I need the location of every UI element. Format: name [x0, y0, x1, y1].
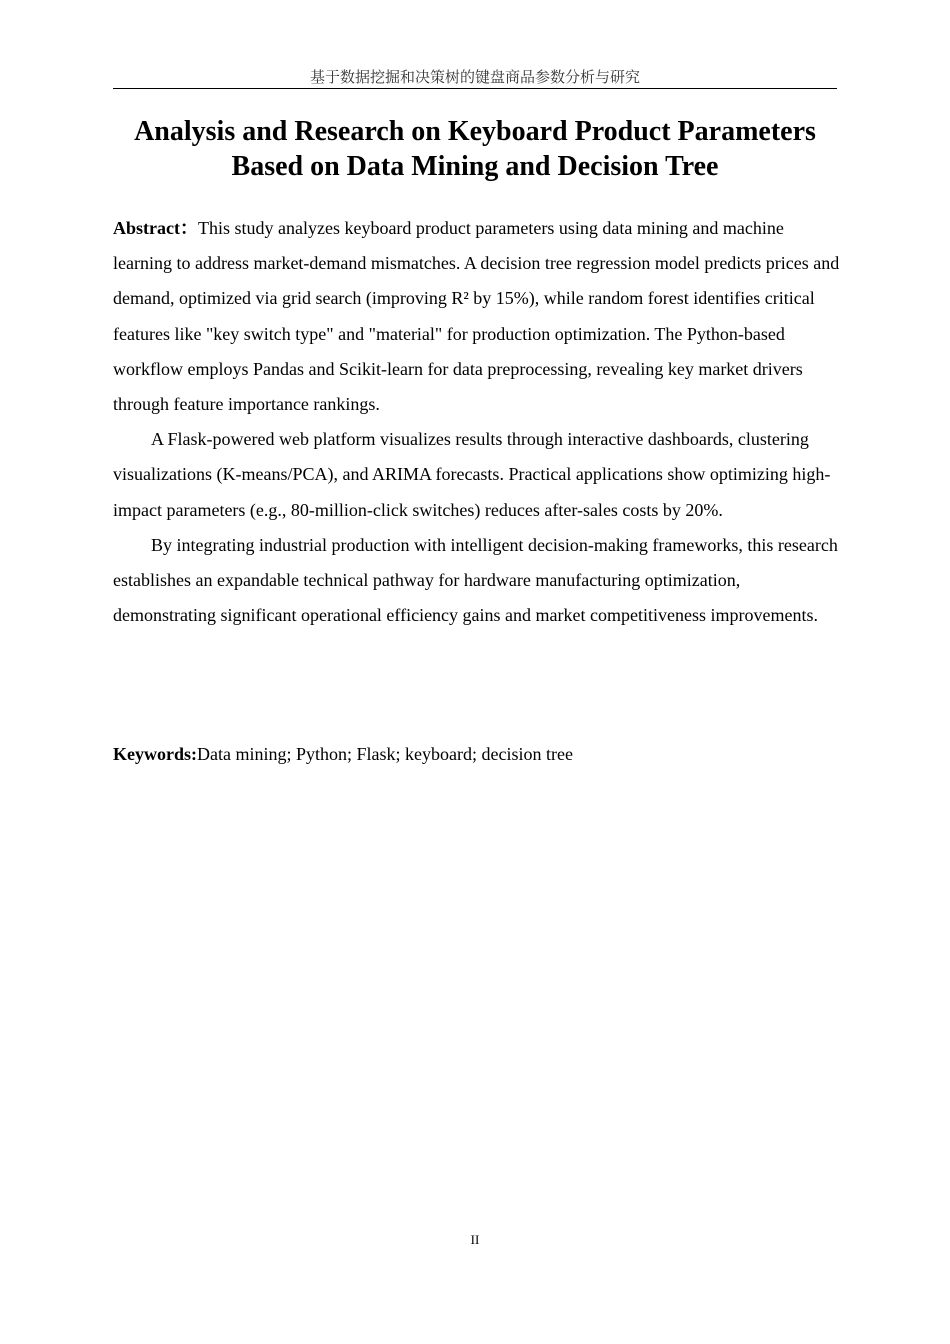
- paper-title-line-2: Based on Data Mining and Decision Tree: [231, 151, 719, 182]
- keywords-line: [113, 737, 837, 772]
- running-header: 基于数据挖掘和决策树的键盘商品参数分析与研究: [309, 68, 640, 86]
- abstract-label: Abstract：: [113, 218, 198, 238]
- page-number: II: [470, 1232, 480, 1247]
- abstract-section: [113, 211, 843, 633]
- paper-title: [113, 114, 837, 184]
- abstract-paragraph-2: A Flask-powered web platform visualizes results through interactive dashboards, clustering visualizations (K-means/PCA), and ARIMA forecasts. Practical applications show optimizing high-impact parameters (e.g., 80-million-click switches) reduces after-sales costs by 20%.: [113, 429, 831, 520]
- abstract-paragraph-3: By integrating industrial production with intelligent decision-making frameworks, this research establishes an expandable technical pathway for hardware manufacturing optimization, demonstrating significant operational efficiency gains and market competitiveness improvements.: [113, 534, 838, 626]
- abstract-paragraph-1: [113, 211, 843, 422]
- abstract-paragraph-1-text: This study analyzes keyboard product parameters using data mining and machine learning to address market-demand mismatches. A decision tree regression model predicts prices and demand, optimized via grid search (improving R² by 15%), while random forest identifies critical features like "key switch type" and "material" for production optimization. The Python-based workflow employs Pandas and Scikit-learn for data preprocessing, revealing key market drivers through feature importance rankings.: [113, 218, 840, 415]
- keywords-value: Data mining; Python; Flask; keyboard; decision tree: [197, 744, 573, 764]
- keywords-label: Keywords:: [113, 744, 197, 764]
- paper-title-line-1: Analysis and Research on Keyboard Product Parameters: [134, 116, 816, 147]
- header-divider: [113, 88, 837, 89]
